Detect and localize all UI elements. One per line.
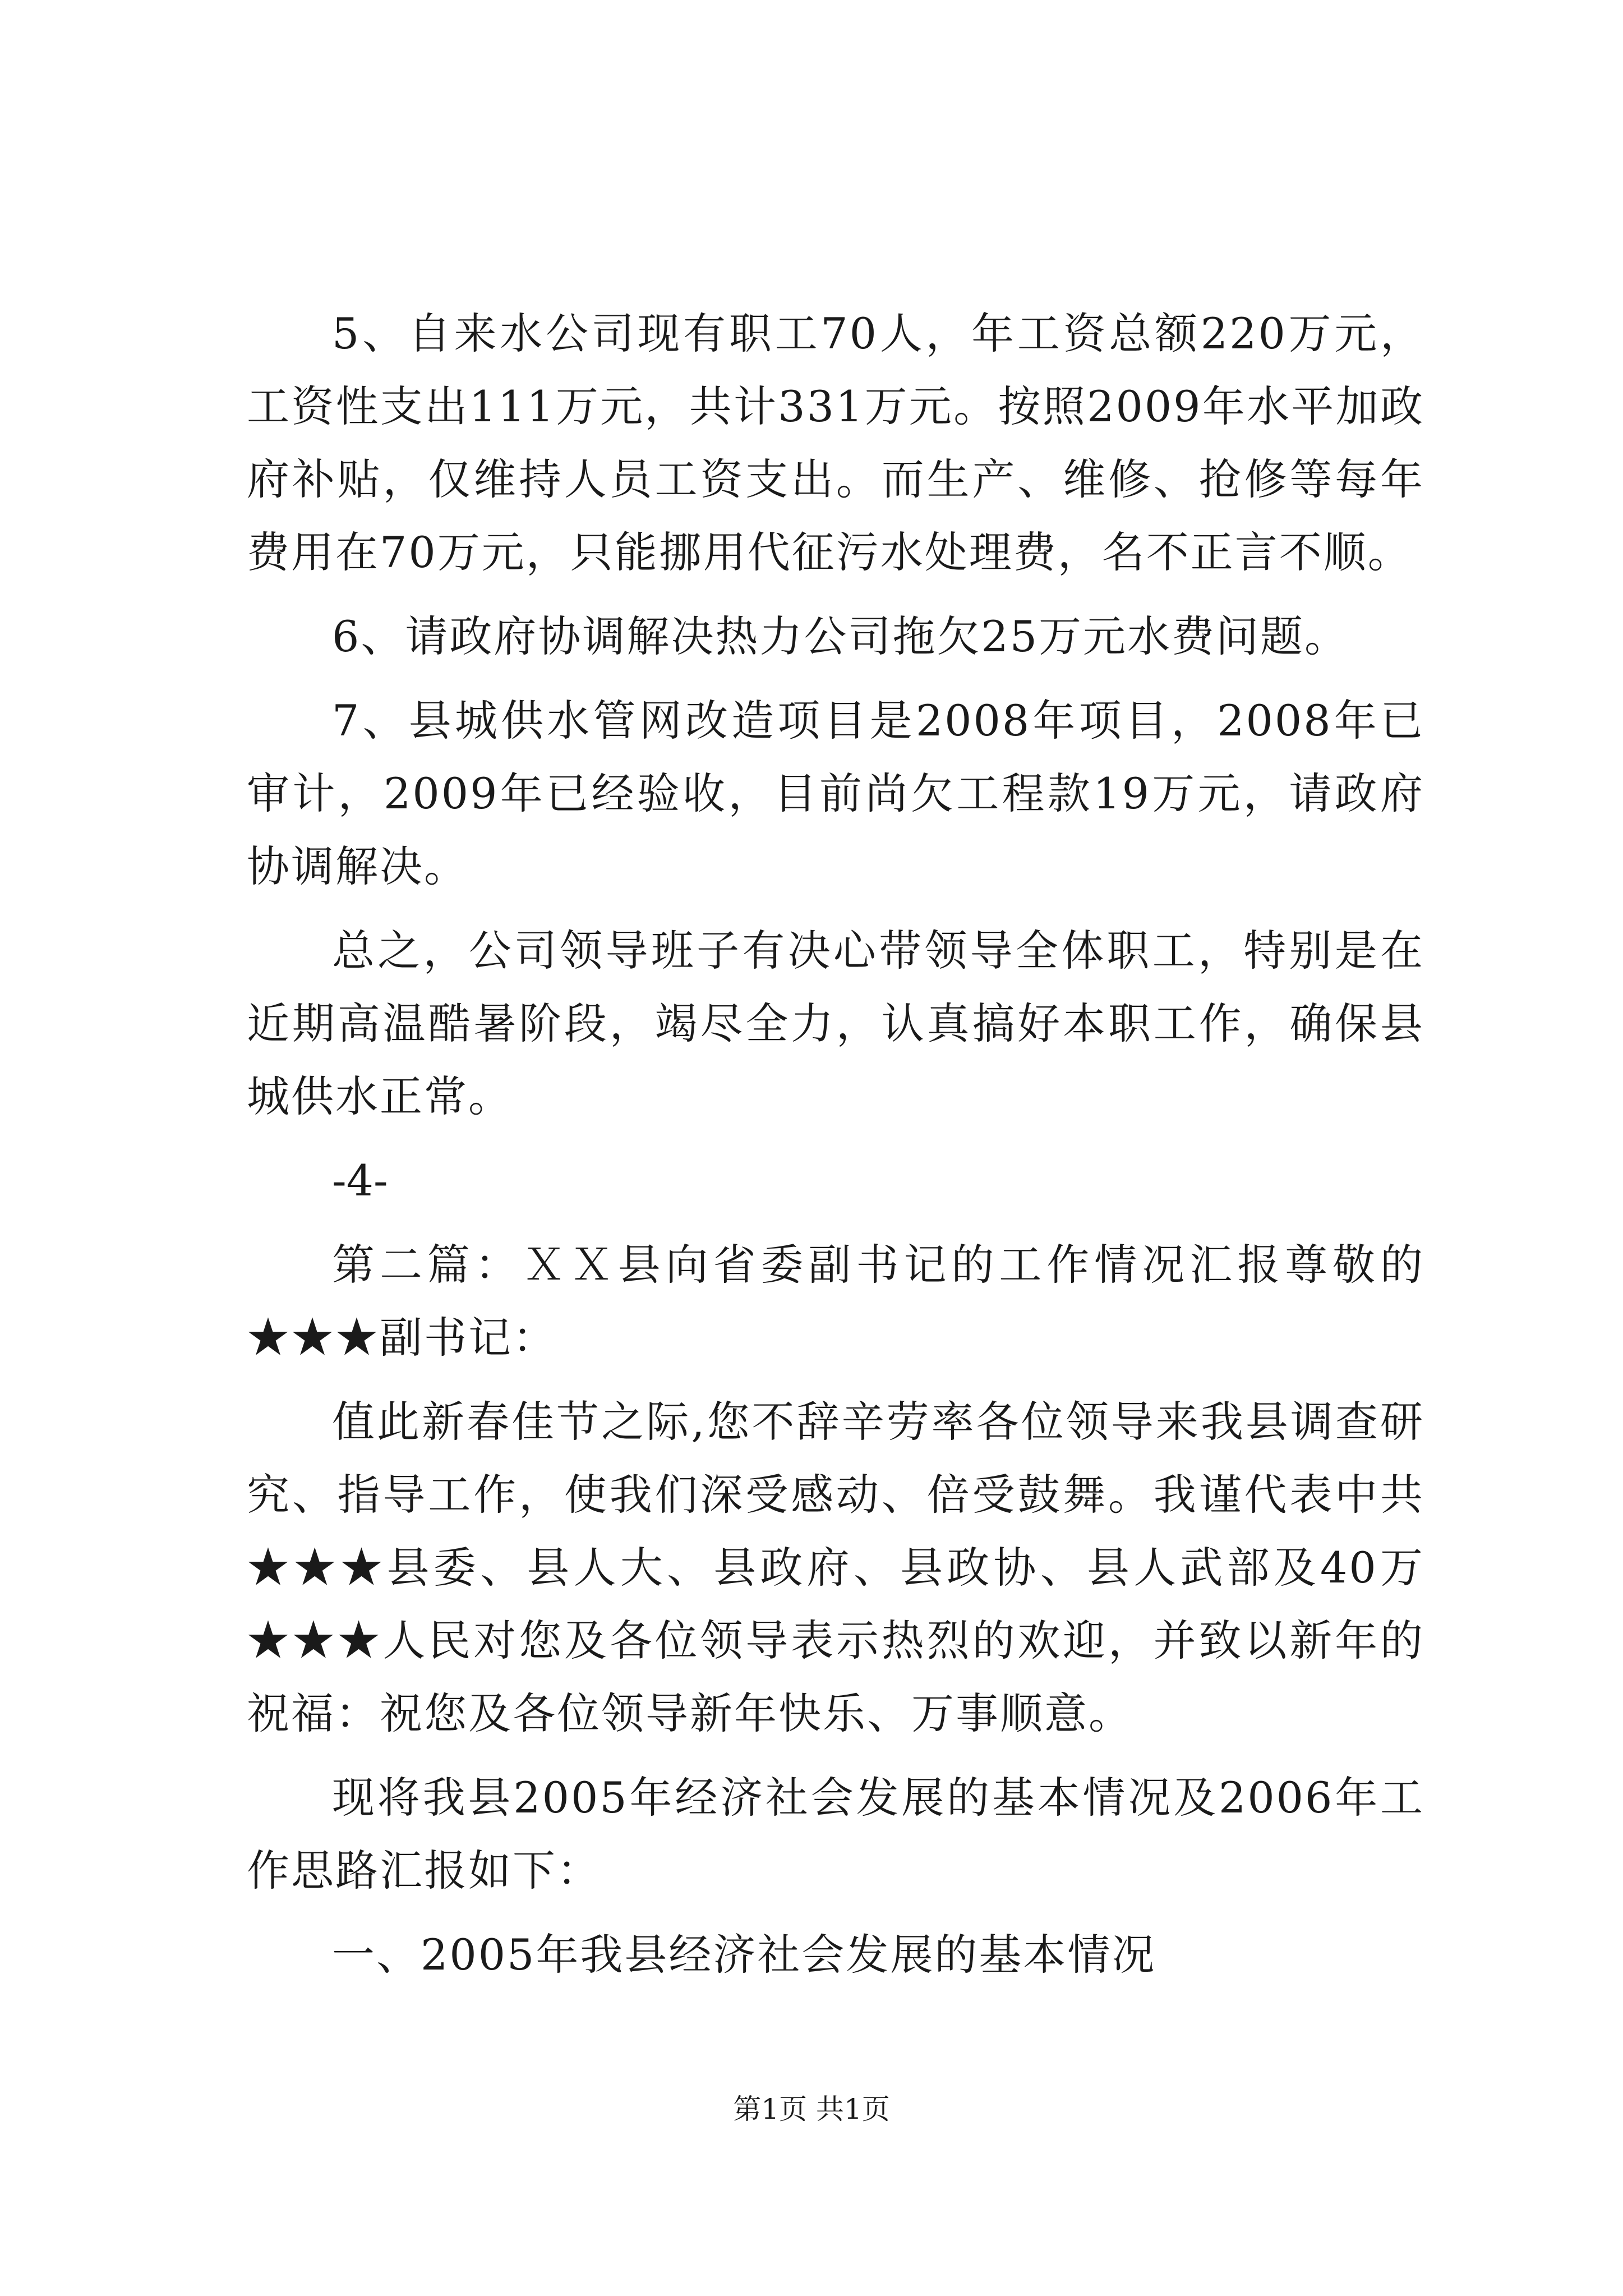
inline-page-number: -4- (332, 1156, 388, 1205)
page-footer: 第1页 共1页 (733, 2093, 890, 2125)
paragraph-item-5: 5、自来水公司现有职工70人，年工资总额220万元，工资性支出111万元，共计331万元。按照2009年水平加政府补贴，仅维持人员工资支出。而生产、维修、抢修等每年费用在70万元，只能挪用代征污水处理费，名不正言不顺。 (247, 309, 1424, 577)
paragraph-greeting: 值此新春佳节之际,您不辞辛劳率各位领导来我县调查研究、指导工作，使我们深受感动、倍受鼓舞。我谨代表中共★★★县委、县人大、县政府、县政协、县人武部及40万★★★人民对您及各位领导表示热烈的欢迎，并致以新年的祝福：祝您及各位领导新年快乐、万事顺意。 (247, 1397, 1424, 1738)
section-title: 第二篇：ＸＸ县向省委副书记的工作情况汇报尊敬的★★★副书记： (247, 1240, 1424, 1363)
paragraph-conclusion: 总之，公司领导班子有决心带领导全体职工，特别是在近期高温酷暑阶段，竭尽全力，认真搞好本职工作，确保县城供水正常。 (247, 926, 1424, 1121)
paragraph-item-6: 6、请政府协调解决热力公司拖欠25万元水费问题。 (332, 611, 1349, 661)
paragraph-item-7: 7、县城供水管网改造项目是2008年项目，2008年已审计，2009年已经验收，目前尚欠工程款19万元，请政府协调解决。 (247, 696, 1424, 891)
section-heading: 一、2005年我县经济社会发展的基本情况 (332, 1930, 1156, 1980)
paragraph-intro: 现将我县2005年经济社会发展的基本情况及2006年工作思路汇报如下： (247, 1773, 1424, 1895)
document-body (247, 297, 1424, 2003)
